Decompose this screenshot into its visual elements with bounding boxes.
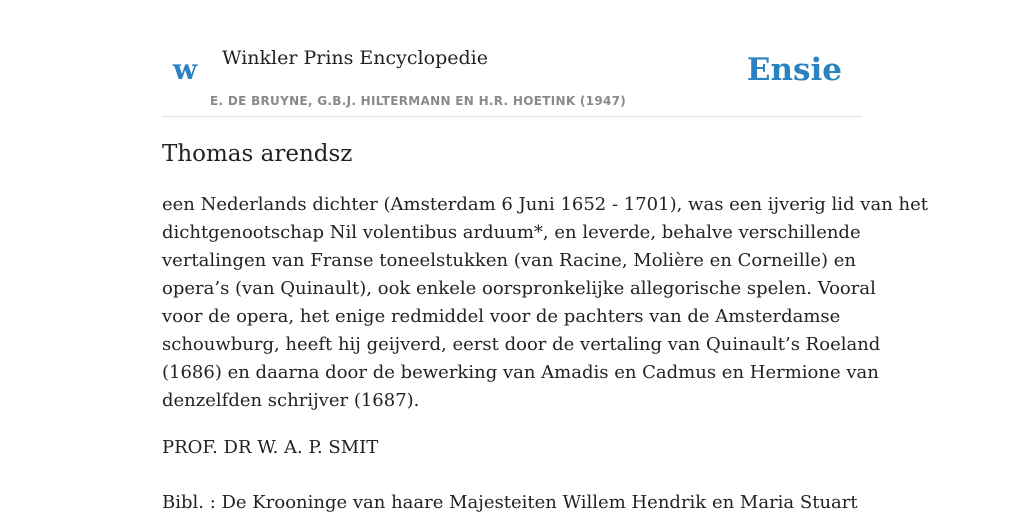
- brand-logo[interactable]: Ensie: [746, 52, 842, 88]
- bibliography: Bibl. : De Krooninge van haare Majesteiten Willem Hendrik en Maria Stuart: [162, 492, 858, 512]
- body-line: opera’s (van Quinault), ook enkele oorspronkelijke allegorische spelen. Vooral: [162, 278, 876, 299]
- logo-icon[interactable]: w: [173, 53, 198, 86]
- site-title[interactable]: Winkler Prins Encyclopedie: [222, 47, 488, 69]
- body-line: (1686) en daarna door de bewerking van Amadis en Cadmus en Hermione van: [162, 362, 879, 383]
- body-line: vertalingen van Franse toneelstukken (van Racine, Molière en Corneille) en: [162, 250, 857, 271]
- body-line: schouwburg, heeft hij geijverd, eerst door de vertaling van Quinault’s Roeland: [162, 334, 881, 355]
- site-header: [162, 0, 862, 117]
- article-body: [162, 191, 928, 415]
- body-line: dichtgenootschap Nil volentibus arduum*, en leverde, behalve verschillende: [162, 222, 861, 243]
- article: [162, 136, 928, 512]
- body-line: een Nederlands dichter (Amsterdam 6 Juni 1652 - 1701), was een ijverig lid van het: [162, 194, 928, 215]
- body-line: voor de opera, het enige redmiddel voor de pachters van de Amsterdamse: [162, 306, 841, 327]
- author-signature: PROF. DR W. A. P. SMIT: [162, 437, 379, 458]
- article-title: Thomas arendsz: [162, 141, 353, 167]
- authors-line: E. DE BRUYNE, G.B.J. HILTERMANN EN H.R. HOETINK (1947): [210, 94, 627, 108]
- body-line: denzelfden schrijver (1687).: [162, 390, 420, 411]
